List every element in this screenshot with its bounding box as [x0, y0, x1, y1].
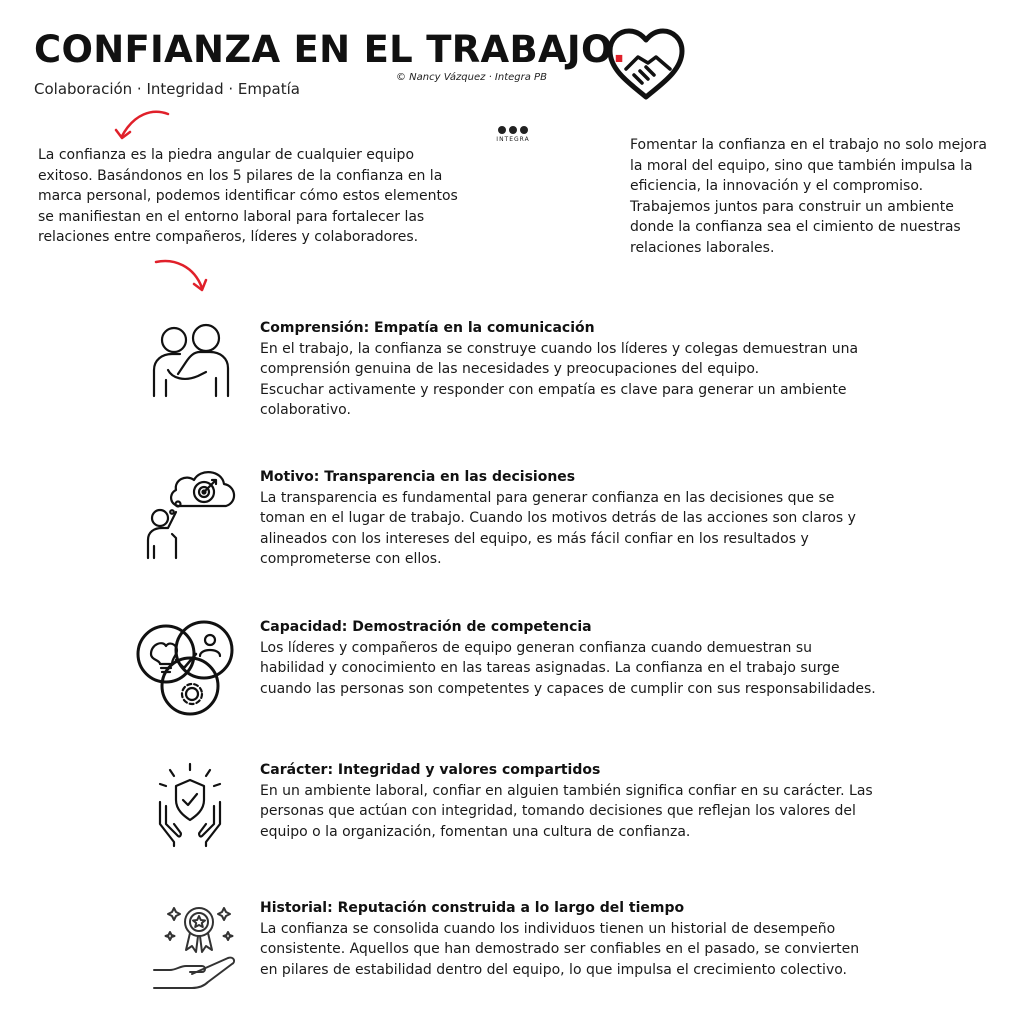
intro-right-text: Fomentar la confianza en el trabajo no solo mejora la moral del equipo, sino que también impulsa la eficiencia, la innovación y el compromiso. Trabajemos juntos para construir un ambiente donde la confianza sea el cimiento de nuestras relaciones laborales. — [630, 137, 987, 256]
intro-left-text: La confianza es la piedra angular de cualquier equipo exitoso. Basándonos en los 5 pilares de la confianza en la marca personal, podemos identificar cómo estos elementos se manifiestan en el entorno laboral para fortalecer las relaciones entre compañeros, líderes y colaboradores. — [38, 147, 458, 245]
pillar-comprension — [260, 318, 880, 421]
pillar-title: Capacidad: Demostración de competencia — [260, 619, 592, 635]
pillar-capacidad — [260, 617, 880, 699]
pillar-body: Los líderes y compañeros de equipo generan confianza cuando demuestran su habilidad y conocimiento en las tareas asignadas. La confianza en el trabajo surge cuando las personas son competentes y capaces de cumplir con sus responsabilidades. — [260, 639, 876, 697]
pillar-motivo — [260, 467, 880, 570]
pillar-title: Comprensión: Empatía en la comunicación — [260, 320, 595, 336]
red-arrow-down-icon — [150, 256, 210, 300]
credit: © Nancy Vázquez · Integra PB — [396, 72, 547, 83]
thinking-target-icon — [142, 460, 242, 560]
pillar-title: Motivo: Transparencia en las decisiones — [260, 469, 576, 485]
hand-award-icon — [150, 902, 240, 992]
pillar-body: En el trabajo, la confianza se construye cuando los líderes y colegas demuestran una comprensión genuina de las necesidades y preocupaciones del equipo. — [260, 340, 859, 377]
venn-skills-icon — [134, 616, 238, 716]
pillar-body: La confianza se consolida cuando los individuos tienen un historial de desempeño consistente. Aquellos que han demostrado ser confiables en el pasado, se convierten en pilares de estabilidad dentro del equipo, lo que impulsa el crecimiento colectivo. — [260, 920, 860, 978]
brand-name: INTEGRA — [496, 136, 530, 143]
pillar-body: En un ambiente laboral, confiar en alguien también significa confiar en su carácter. Las personas que actúan con integridad, tomando decisiones que reflejan los valores del equipo o la organización, fomentan una cultura de confianza. — [260, 782, 873, 840]
hands-shield-icon — [156, 762, 224, 848]
pillar-body-2: Escuchar activamente y responder con empatía es clave para generar un ambiente colaborativo. — [260, 381, 847, 418]
page-title: CONFIANZA EN EL TRABAJO. — [34, 28, 627, 71]
title-accent-dot: . — [611, 28, 627, 71]
pillar-body: La transparencia es fundamental para generar confianza en las decisiones que se toman en el lugar de trabajo. Cuando los motivos detrás de las acciones son claros y alineados con los intereses del equipo, es más fácil confiar en los resultados y comprometerse con ellos. — [260, 489, 856, 567]
hug-icon — [150, 322, 232, 398]
brand-logo — [488, 126, 538, 143]
handshake-heart-icon — [604, 27, 688, 101]
pillar-historial — [260, 898, 880, 980]
subtitle: Colaboración · Integridad · Empatía — [34, 80, 300, 98]
pillar-title: Historial: Reputación construida a lo largo del tiempo — [260, 900, 685, 916]
pillar-caracter — [260, 760, 880, 842]
pillar-title: Carácter: Integridad y valores compartidos — [260, 762, 601, 778]
red-arrow-up-icon — [112, 108, 172, 146]
